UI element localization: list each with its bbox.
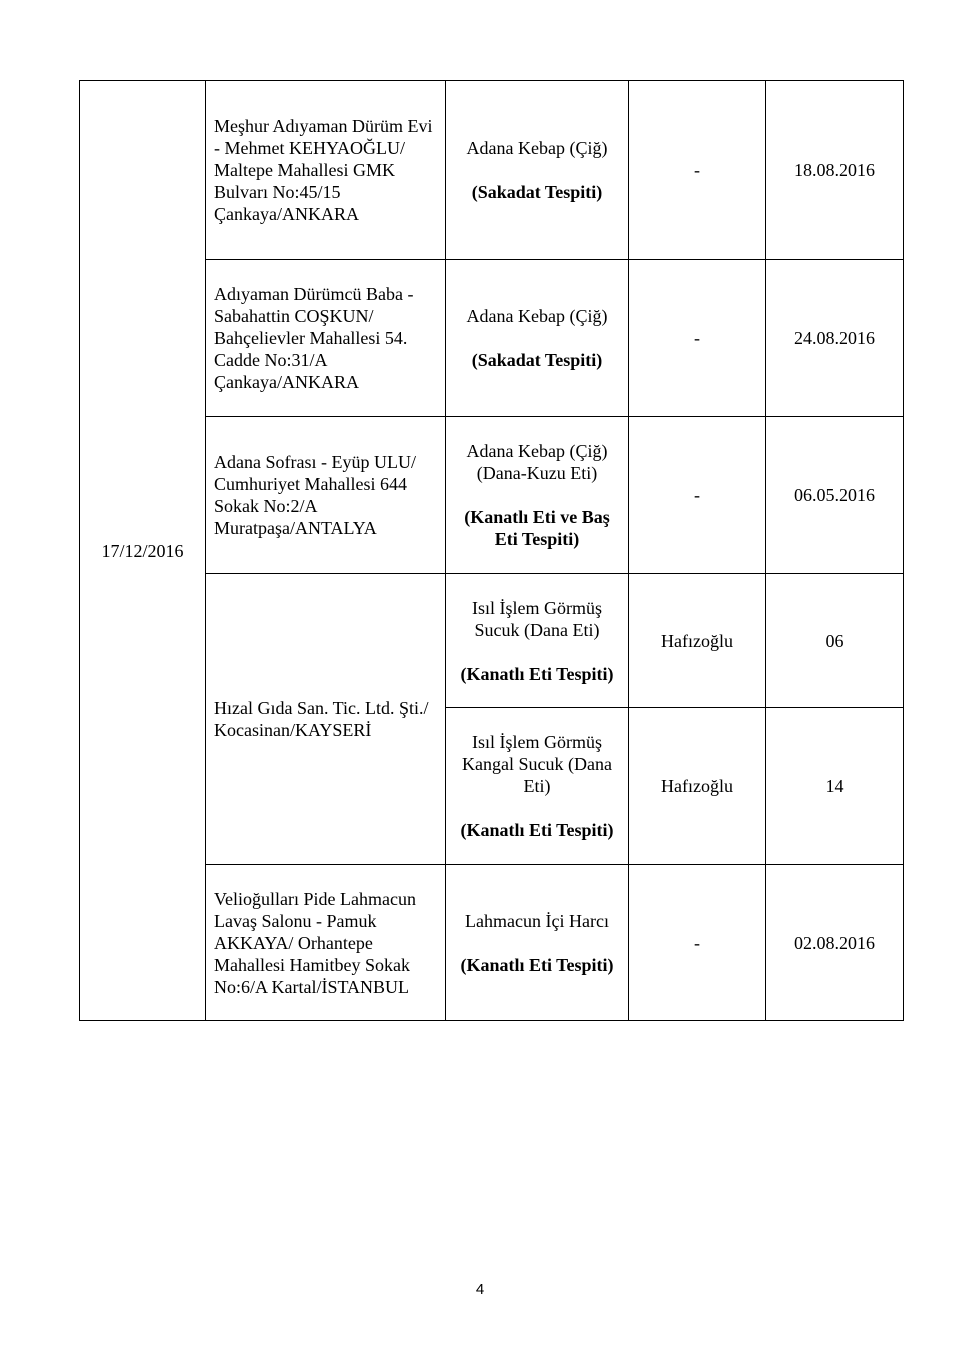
lot-cell: 18.08.2016 (766, 81, 904, 260)
product-name: Isıl İşlem Görmüş Kangal Sucuk (Dana Eti) (462, 732, 612, 796)
table-row (80, 81, 904, 260)
product-finding: (Kanatlı Eti ve Baş Eti Tespiti) (464, 507, 610, 549)
product-cell (446, 865, 629, 1021)
lot-cell: 14 (766, 708, 904, 865)
brand-cell: Hafızoğlu (629, 574, 766, 708)
brand-cell: - (629, 260, 766, 417)
product-cell (446, 81, 629, 260)
firm-cell: Adıyaman Dürümcü Baba - Sabahattin COŞKUN/ Bahçelievler Mahallesi 54. Cadde No:31/A Çankaya/ANKARA (206, 260, 446, 417)
product-finding: (Sakadat Tespiti) (471, 182, 603, 202)
page-number: 4 (475, 1281, 485, 1298)
brand-cell: - (629, 417, 766, 574)
product-finding: (Kanatlı Eti Tespiti) (460, 954, 614, 975)
product-name: Isıl İşlem Görmüş Sucuk (Dana Eti) (472, 597, 602, 640)
brand-cell: - (629, 81, 766, 260)
lot-cell: 06.05.2016 (766, 417, 904, 574)
brand-cell: Hafızoğlu (629, 708, 766, 865)
product-finding: (Sakadat Tespiti) (471, 350, 603, 370)
firm-cell: Velioğulları Pide Lahmacun Lavaş Salonu - Pamuk AKKAYA/ Orhantepe Mahallesi Hamitbey Sokak No:6/A Kartal/İSTANBUL (206, 865, 446, 1021)
product-name: Adana Kebap (Çiğ) (466, 306, 608, 326)
product-finding: (Kanatlı Eti Tespiti) (460, 820, 614, 840)
product-cell (446, 260, 629, 417)
product-name: Adana Kebap (Çiğ) (466, 138, 608, 158)
product-cell (446, 708, 629, 865)
firm-cell: Meşhur Adıyaman Dürüm Evi - Mehmet KEHYAOĞLU/ Maltepe Mahallesi GMK Bulvarı No:45/15 Çankaya/ANKARA (206, 81, 446, 260)
product-cell (446, 417, 629, 574)
lot-cell: 24.08.2016 (766, 260, 904, 417)
results-table (79, 80, 904, 1021)
product-cell (446, 574, 629, 708)
date-cell: 17/12/2016 (80, 81, 206, 1021)
product-name: Adana Kebap (Çiğ) (Dana-Kuzu Eti) (466, 441, 608, 483)
product-finding: (Kanatlı Eti Tespiti) (460, 663, 614, 684)
lot-cell: 06 (766, 574, 904, 708)
lot-cell: 02.08.2016 (766, 865, 904, 1021)
brand-cell: - (629, 865, 766, 1021)
firm-cell: Hızal Gıda San. Tic. Ltd. Şti./ Kocasinan/KAYSERİ (206, 574, 446, 865)
product-name: Lahmacun İçi Harcı (465, 910, 609, 931)
firm-cell: Adana Sofrası - Eyüp ULU/ Cumhuriyet Mahallesi 644 Sokak No:2/A Muratpaşa/ANTALYA (206, 417, 446, 574)
